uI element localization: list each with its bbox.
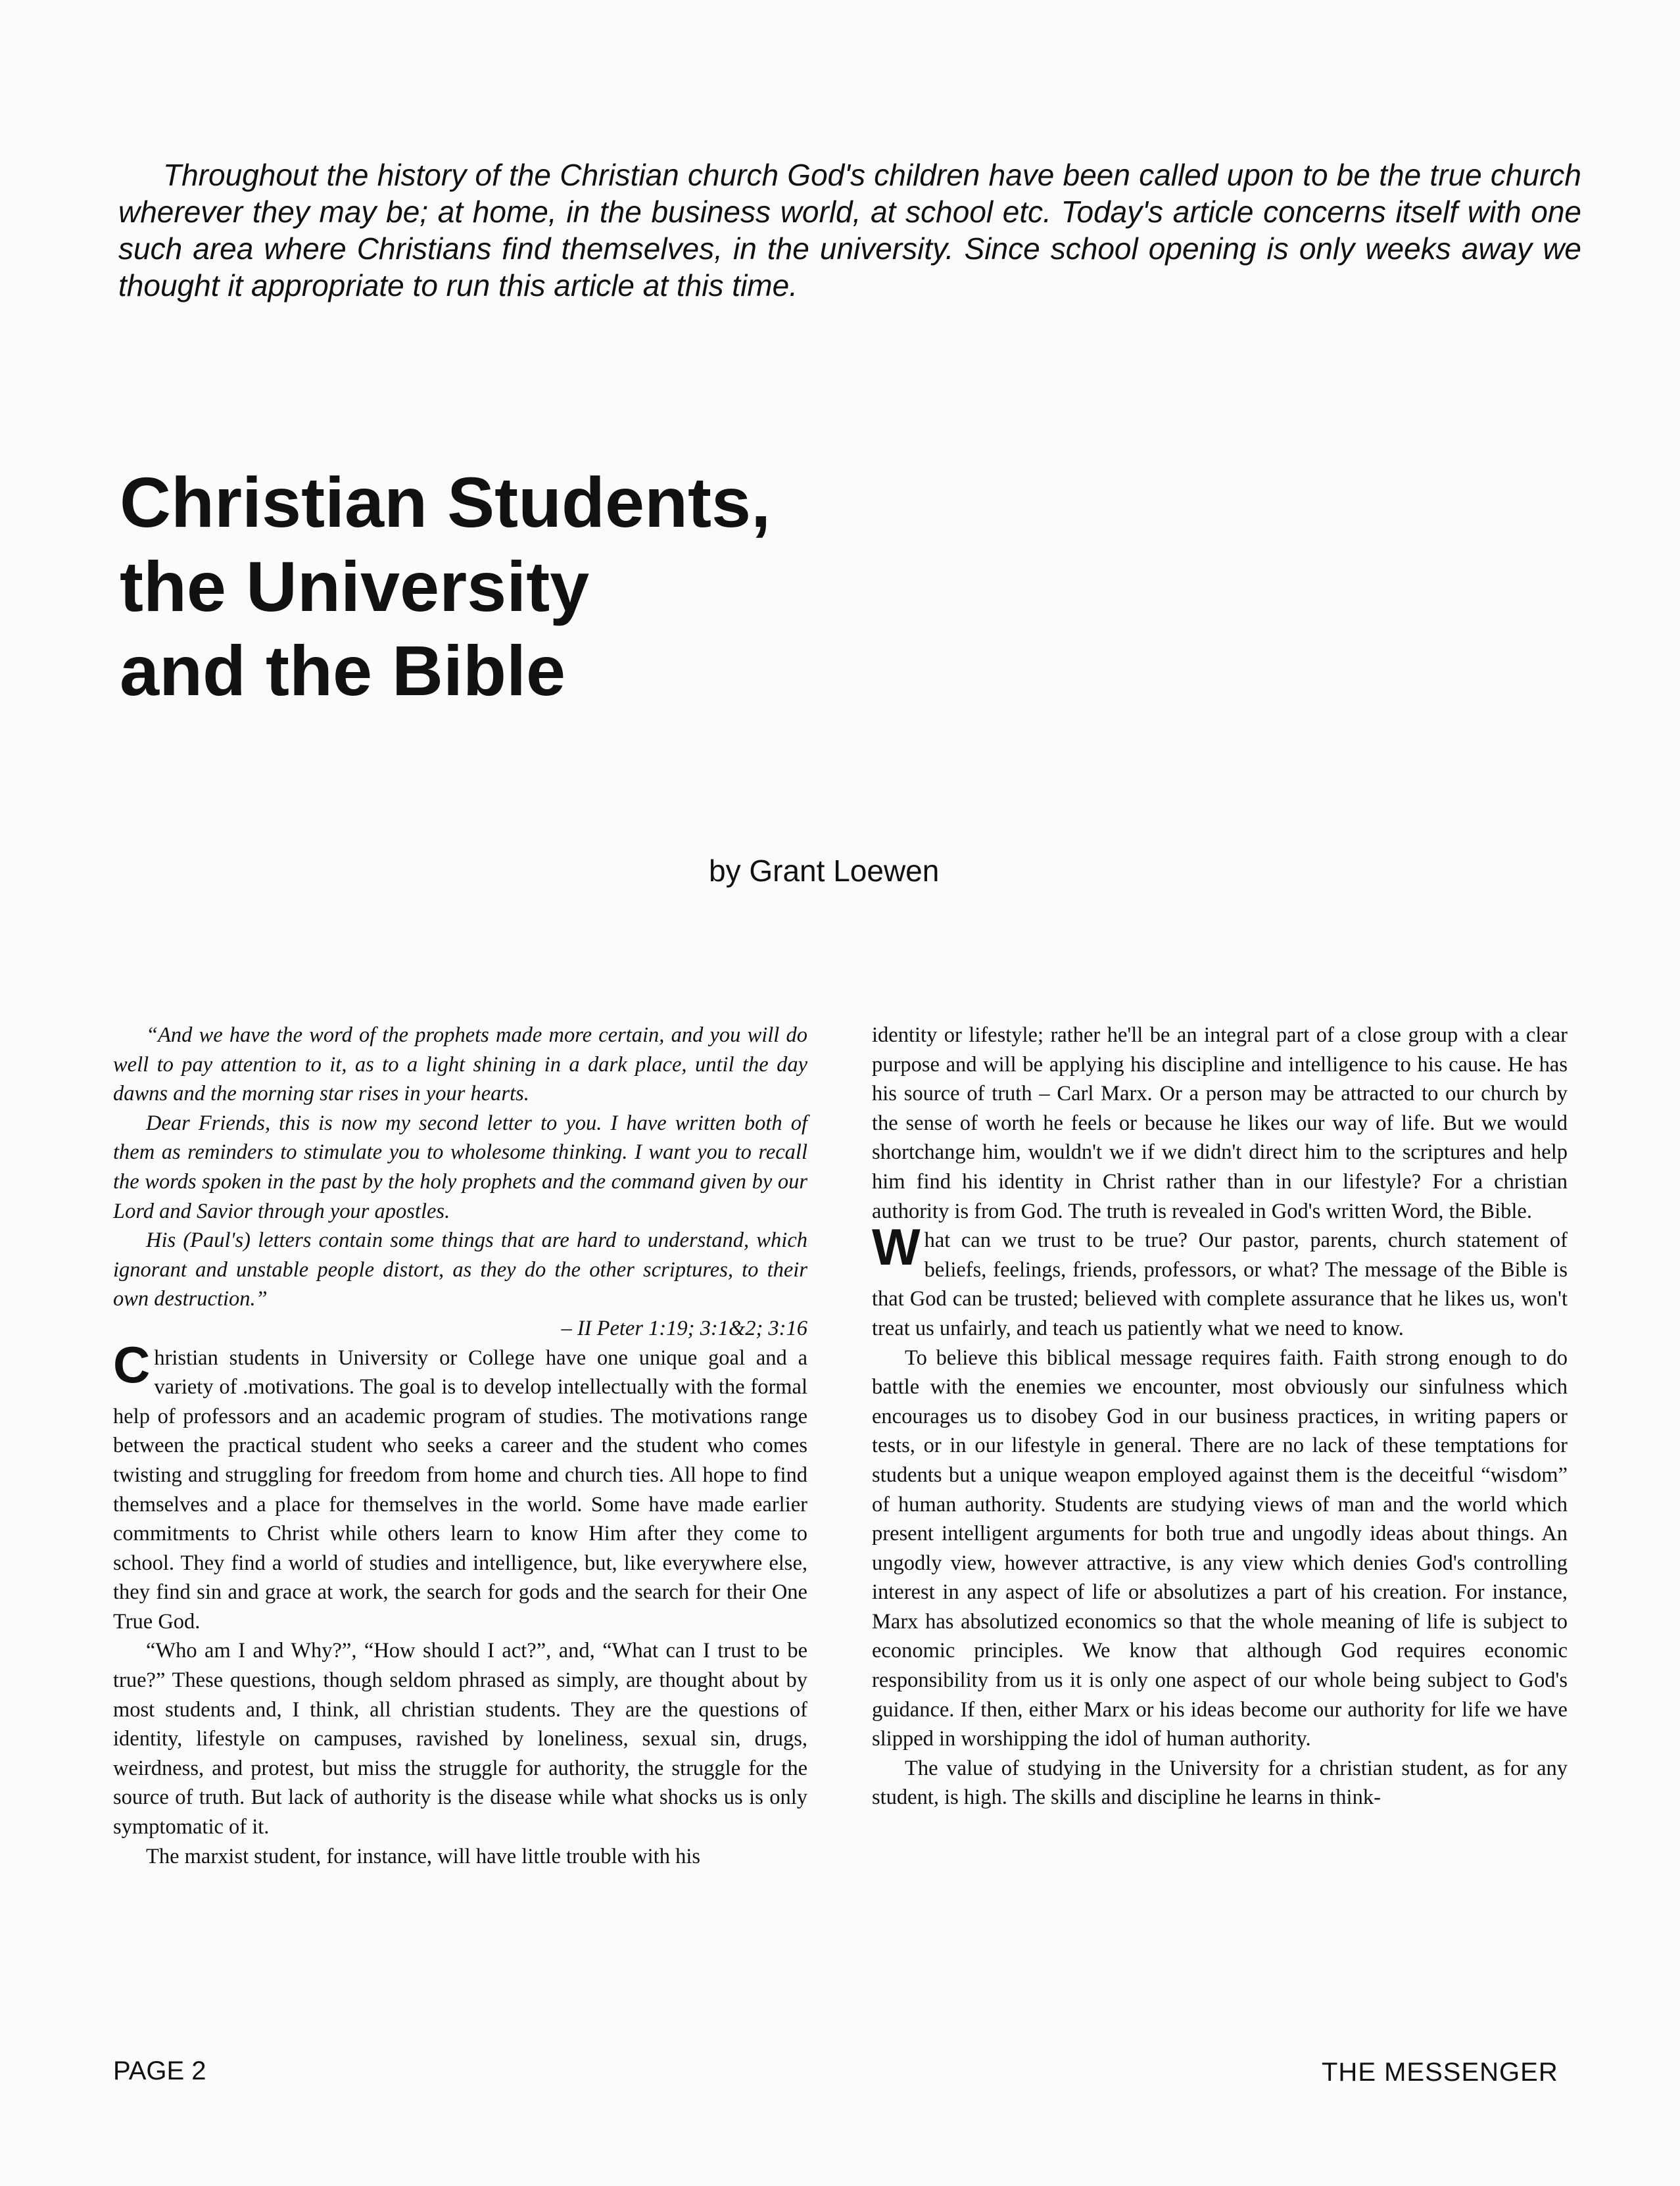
body-paragraph: “Who am I and Why?”, “How should I act?”, and, “What can I trust to be true?” These questions, though seldom phrased as simply, are thought about by most students and, I think, all christian students. They are the questions of identity, lifestyle on campuses, ravished by loneliness, sexual sin, drugs, weirdness, and protest, but miss the struggle for authority, the struggle for the source of truth. But lack of authority is the disease while what shocks us is only symptomatic of it. (113, 1639, 807, 1839)
title-line-2: the University (120, 546, 590, 626)
title-line-3: and the Bible (120, 631, 566, 710)
drop-cap: C (113, 1335, 151, 1394)
quote-paragraph: “And we have the word of the prophets made more certain, and you will do well to pay attention to it, as to a light shining in a dark place, until the day dawns and the morning star rises in your hearts. (113, 1023, 807, 1106)
body-paragraph: The value of studying in the University for a christian student, as for any student, is high. The skills and discipline he learns in think- (872, 1756, 1568, 1810)
paragraph-text: hat can we trust to be true? Our pastor, parents, church statement of beliefs, feelings, friends, professors, or what? The message of the Bible is that God can be trusted; believed with complete assurance that he likes us, won't treat us unfairly, and teach us patiently what we need to know. (872, 1228, 1568, 1340)
article-title (120, 460, 1040, 713)
byline: by Grant Loewen (709, 854, 940, 888)
intro-paragraph: Throughout the history of the Christian church God's children have been called upon to be the true church wherever they may be; at home, in the business world, at school etc. Today's article concerns itself with one such area where Christians find themselves, in the university. Since school opening is only weeks away we thought it appropriate to run this article at this time. (118, 158, 1581, 303)
publication-name: THE MESSENGER (1322, 2058, 1558, 2087)
left-column (113, 1021, 807, 1871)
paragraph-text: hristian students in University or College have one unique goal and a variety of .motivations. The goal is to develop intellectually with the formal help of professors and an academic program of studies. The motivations range between the practical student who seeks a career and the student who comes twisting and struggling for freedom from home and church ties. All hope to find themselves and a place for themselves in the world. Some have made earlier commitments to Christ while others learn to know Him after they come to school. They find a world of studies and intelligence, but, like everywhere else, they find sin and grace at work, the search for gods and the search for their One True God. (113, 1346, 807, 1634)
body-paragraph (113, 1335, 807, 1637)
body-paragraph: To believe this biblical message requires faith. Faith strong enough to do battle with the enemies we encounter, most obviously our sinfulness which encourages us to disobey God in our business practices, in writing papers or tests, or in our lifestyle in general. There are no lack of these temptations for students but a unique weapon employed against them is the deceitful “wisdom” of human authority. Students are studying views of man and the world which present intelligent arguments for both true and ungodly ideas about things. An ungodly view, however attractive, is any view which denies God's controlling interest in any aspect of life or absolutizes a part of his creation. For instance, Marx has absolutized economics so that the whole meaning of life is subject to economic principles. We know that although God requires economic responsibility from us it is only one aspect of our whole being subject to God's guidance. If then, either Marx or his ideas become our authority for life we have slipped in worshipping the idol of human authority. (872, 1346, 1568, 1751)
right-column (872, 1021, 1568, 1812)
drop-cap: W (872, 1218, 921, 1276)
page-number: PAGE 2 (113, 2056, 206, 2085)
title-line-1: Christian Students, (120, 462, 771, 542)
quote-paragraph: Dear Friends, this is now my second letter to you. I have written both of them as reminders to stimulate you to wholesome thinking. I want you to recall the words spoken in the past by the holy prophets and the command given by our Lord and Savior through your apostles. (113, 1111, 807, 1223)
quote-paragraph: His (Paul's) letters contain some things that are hard to understand, which ignorant and unstable people distort, as they do the other scriptures, to their own destruction.” (113, 1228, 807, 1311)
scripture-quote (113, 1021, 807, 1344)
body-paragraph: The marxist student, for instance, will have little trouble with his (146, 1844, 701, 1868)
body-paragraph: identity or lifestyle; rather he'll be an integral part of a close group with a clear purpose and will be applying his discipline and intelligence to his cause. He has his source of truth – Carl Marx. Or a person may be attracted to our church by the sense of worth he feels or because he likes our way of life. But we would shortchange him, wouldn't we if we didn't direct him to the scriptures and help him find his identity in Christ rather than in our lifestyle? For a christian authority is from God. The truth is revealed in God's written Word, the Bible. (872, 1023, 1568, 1223)
body-paragraph (872, 1218, 1568, 1343)
quote-source: – II Peter 1:19; 3:1&2; 3:16 (561, 1316, 807, 1340)
